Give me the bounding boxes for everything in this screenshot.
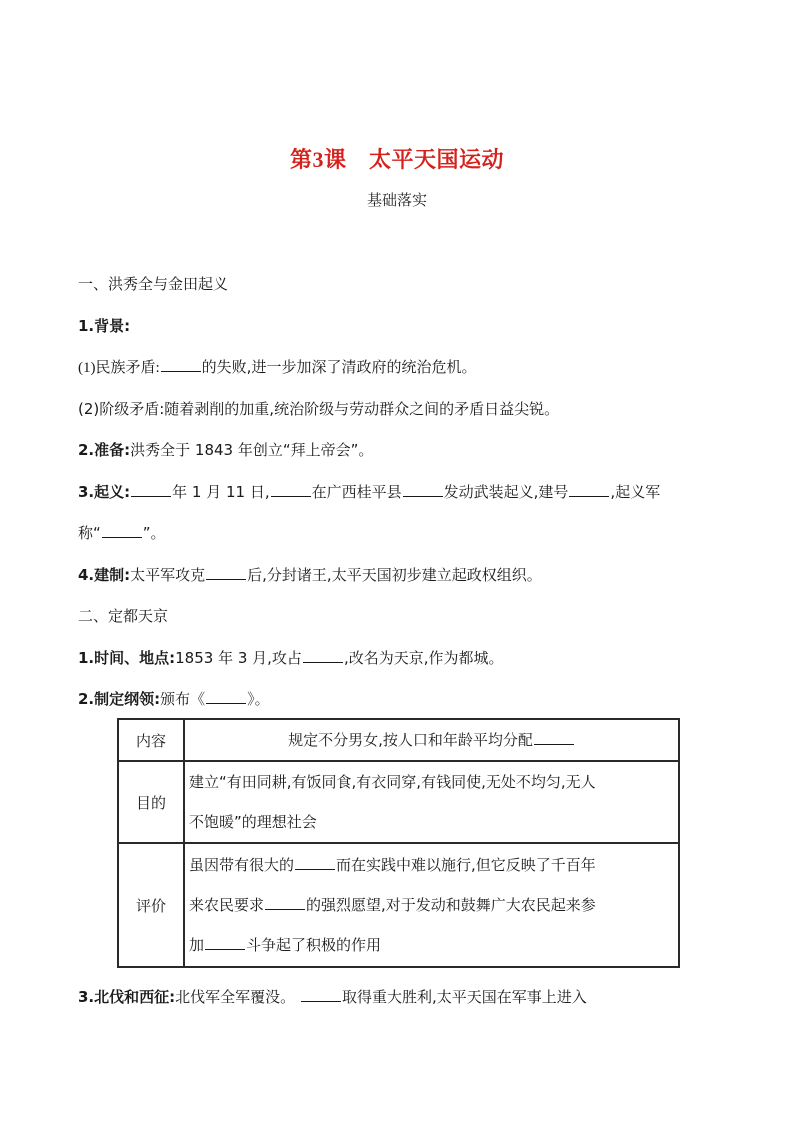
lesson-title xyxy=(0,143,794,174)
blank xyxy=(301,987,341,1002)
eval1-b: 而在实践中难以施行,但它反映了千百年 xyxy=(336,856,596,874)
title-prefix: 第 xyxy=(289,148,313,173)
blank xyxy=(206,565,246,580)
section2-heading: 二、定都天京 xyxy=(78,607,169,625)
blank xyxy=(403,482,443,497)
title-suffix: 课 太平天国运动 xyxy=(324,148,505,173)
expedition-line xyxy=(78,987,728,1007)
purpose-line-2: 不饱暖”的理想社会 xyxy=(189,813,317,831)
expedition-text-b: 取得重大胜利,太平天国在军事上进入 xyxy=(341,988,587,1006)
uprising-text-d: ,起义军 xyxy=(610,483,661,501)
eval2-a: 来农民要求 xyxy=(189,896,265,914)
blank xyxy=(271,482,311,497)
time-place-line xyxy=(78,648,728,668)
eval2-b: 的强烈愿望,对于发动和鼓舞广大农民起来参 xyxy=(306,896,596,914)
subtitle: 基础落实 xyxy=(366,191,427,209)
program-text-b: 》。 xyxy=(247,690,270,708)
preparation-text: 洪秀全于 1843 年创立“拜上帝会”。 xyxy=(130,441,374,459)
table-row xyxy=(118,843,679,967)
purpose-line-1: 建立“有田同耕,有饭同食,有衣同穿,有钱同使,无处不均匀,无人 xyxy=(189,773,596,791)
evaluation-line-2 xyxy=(189,885,674,925)
program-text-a: 颁布《 xyxy=(160,690,206,708)
blank xyxy=(265,895,305,910)
table-row xyxy=(118,761,679,843)
expedition-text-a: 北伐军全军覆没。 xyxy=(175,988,296,1006)
uprising-text-c: 发动武装起义,建号 xyxy=(443,483,569,501)
uprising-text-a: 年 1 月 11 日, xyxy=(172,483,270,501)
blank xyxy=(569,482,609,497)
evaluation-line-3 xyxy=(189,925,674,965)
background-item-1 xyxy=(78,357,728,378)
time-place-text-a: 1853 年 3 月,攻占 xyxy=(175,649,302,667)
program-label: 2.制定纲领: xyxy=(78,690,161,708)
program-line xyxy=(78,689,728,709)
uprising2-text-b: ”。 xyxy=(142,524,166,542)
eval3-a: 加 xyxy=(189,936,205,954)
blank xyxy=(131,482,171,497)
establishment-text-b: 后,分封诸王,太平天国初步建立起政权组织。 xyxy=(247,566,542,584)
bg1-text: 的失败,进一步加深了清政府的统治危机。 xyxy=(201,358,477,376)
title-number: 3 xyxy=(312,147,324,172)
blank xyxy=(534,730,574,745)
blank xyxy=(161,357,201,372)
program-table xyxy=(117,718,680,968)
blank xyxy=(102,523,142,538)
content-text: 规定不分男女,按人口和年龄平均分配 xyxy=(288,731,533,749)
eval1-a: 虽因带有很大的 xyxy=(189,856,295,874)
bg1-prefix: (1)民族矛盾: xyxy=(78,360,160,376)
row-header-purpose: 目的 xyxy=(118,761,184,843)
background-label-text: 1.背景: xyxy=(78,317,131,335)
row-content-cell xyxy=(184,719,679,761)
preparation-line xyxy=(78,440,728,460)
time-place-text-b: ,改名为天京,作为都城。 xyxy=(343,649,504,667)
background-item-2: (2)阶级矛盾:随着剥削的加重,统治阶级与劳动群众之间的矛盾日益尖锐。 xyxy=(78,400,560,418)
row-evaluation-cell xyxy=(184,843,679,967)
blank xyxy=(205,935,245,950)
eval3-b: 斗争起了积极的作用 xyxy=(246,936,382,954)
background-label xyxy=(78,316,728,336)
uprising-line-2 xyxy=(78,523,728,543)
row-header-content: 内容 xyxy=(118,719,184,761)
expedition-label: 3.北伐和西征: xyxy=(78,988,176,1006)
section1-heading: 一、洪秀全与金田起义 xyxy=(78,275,229,293)
uprising-line xyxy=(78,482,728,502)
establishment-text-a: 太平军攻克 xyxy=(130,566,206,584)
uprising-label: 3.起义: xyxy=(78,483,131,501)
establishment-line xyxy=(78,565,728,585)
uprising-text-b: 在广西桂平县 xyxy=(311,483,402,501)
row-header-evaluation: 评价 xyxy=(118,843,184,967)
preparation-label: 2.准备: xyxy=(78,441,131,459)
row-purpose-cell xyxy=(184,761,679,843)
establishment-label: 4.建制: xyxy=(78,566,131,584)
evaluation-line-1 xyxy=(189,845,674,885)
blank xyxy=(295,855,335,870)
time-place-label: 1.时间、地点: xyxy=(78,649,176,667)
uprising2-text-a: 称“ xyxy=(78,524,101,542)
blank xyxy=(206,689,246,704)
blank xyxy=(303,648,343,663)
table-row xyxy=(118,719,679,761)
